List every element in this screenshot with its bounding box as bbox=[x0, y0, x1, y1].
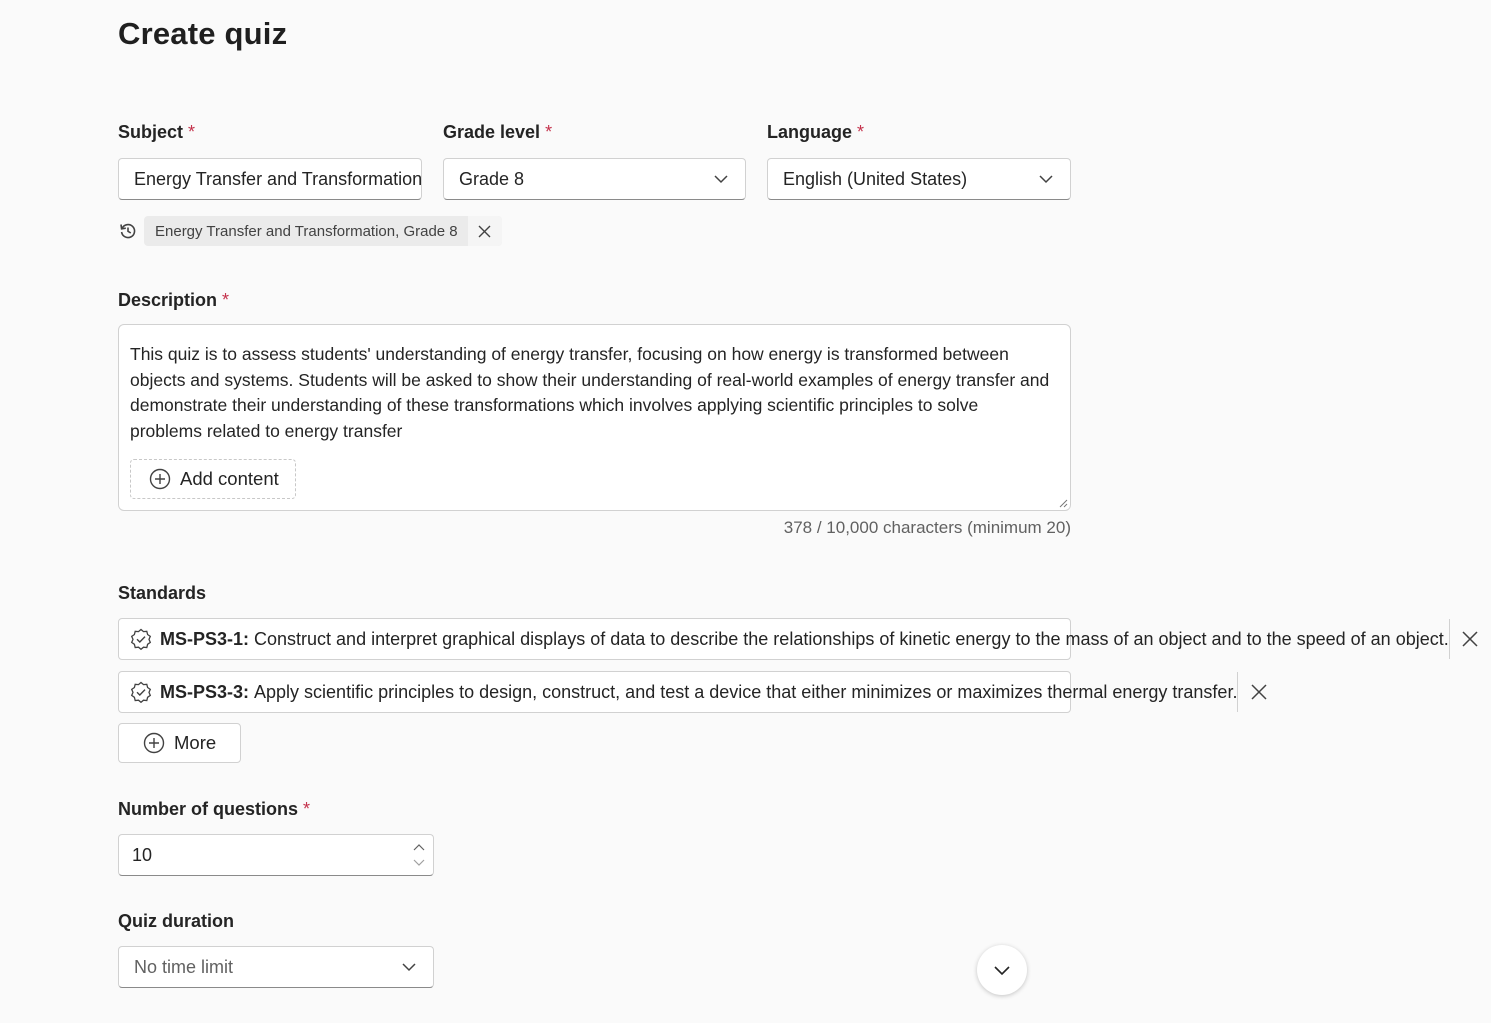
number-of-questions-stepper[interactable]: 10 bbox=[118, 834, 434, 876]
subject-label: Subject * bbox=[118, 122, 196, 142]
page-title: Create quiz bbox=[118, 16, 288, 51]
stepper-arrows-icon[interactable] bbox=[413, 841, 425, 869]
subject-input[interactable]: Energy Transfer and Transformation bbox=[118, 158, 422, 200]
standard-description: Construct and interpret graphical displays of data to describe the relationships of kinetic energy to the mass of an object and to the speed of an object. bbox=[254, 628, 1449, 649]
standard-item[interactable] bbox=[118, 671, 1238, 713]
standard-item[interactable] bbox=[118, 618, 1449, 660]
remove-standard-button[interactable] bbox=[1449, 619, 1491, 659]
chip-remove-button[interactable] bbox=[468, 216, 502, 246]
close-icon bbox=[478, 225, 491, 238]
quiz-duration-dropdown[interactable]: No time limit bbox=[118, 946, 434, 988]
scroll-down-button[interactable] bbox=[977, 945, 1027, 995]
chevron-down-icon bbox=[992, 960, 1012, 980]
standard-description: Apply scientific principles to design, construct, and test a device that either minimizes or maximizes thermal energy transfer. bbox=[254, 681, 1238, 702]
description-label: Description * bbox=[118, 290, 230, 310]
grade-level-label: Grade level * bbox=[443, 122, 553, 142]
history-icon bbox=[118, 221, 138, 241]
character-count: 378 / 10,000 characters (minimum 20) bbox=[783, 518, 1071, 537]
close-icon bbox=[1251, 684, 1267, 700]
recent-subject-chip[interactable]: Energy Transfer and Transformation, Grade 8 bbox=[144, 216, 502, 246]
chevron-down-icon bbox=[712, 170, 730, 188]
add-circle-icon bbox=[143, 732, 165, 754]
standards-label: Standards bbox=[118, 583, 207, 603]
description-textarea[interactable] bbox=[118, 324, 1071, 511]
required-asterisk: * bbox=[222, 290, 230, 310]
language-dropdown[interactable]: English (United States) bbox=[767, 158, 1071, 200]
standard-code: MS-PS3-1: bbox=[160, 628, 250, 649]
verified-badge-icon bbox=[130, 628, 152, 650]
quiz-duration-label: Quiz duration bbox=[118, 911, 234, 931]
number-of-questions-label: Number of questions * bbox=[118, 799, 311, 819]
remove-standard-button[interactable] bbox=[1237, 672, 1279, 712]
chevron-down-icon bbox=[400, 958, 418, 976]
required-asterisk: * bbox=[545, 122, 553, 142]
verified-badge-icon bbox=[130, 681, 152, 703]
required-asterisk: * bbox=[188, 122, 196, 142]
more-standards-button[interactable]: More bbox=[118, 723, 241, 763]
required-asterisk: * bbox=[303, 799, 311, 819]
language-label: Language * bbox=[767, 122, 865, 142]
required-asterisk: * bbox=[857, 122, 865, 142]
close-icon bbox=[1462, 631, 1478, 647]
chevron-down-icon bbox=[1037, 170, 1055, 188]
add-circle-icon bbox=[149, 468, 171, 490]
description-text: This quiz is to assess students' understanding of energy transfer, focusing on how energy is transformed between objects and systems. Students will be asked to show their understanding of real-world examples of energy transfer and demonstrate their understanding of these transformations which involves applying scientific principles to solve problems related to energy transfer bbox=[130, 344, 1050, 441]
resize-handle-icon[interactable] bbox=[1058, 498, 1068, 508]
grade-level-dropdown[interactable]: Grade 8 bbox=[443, 158, 746, 200]
add-content-button[interactable]: Add content bbox=[130, 459, 296, 499]
standard-code: MS-PS3-3: bbox=[160, 681, 250, 702]
